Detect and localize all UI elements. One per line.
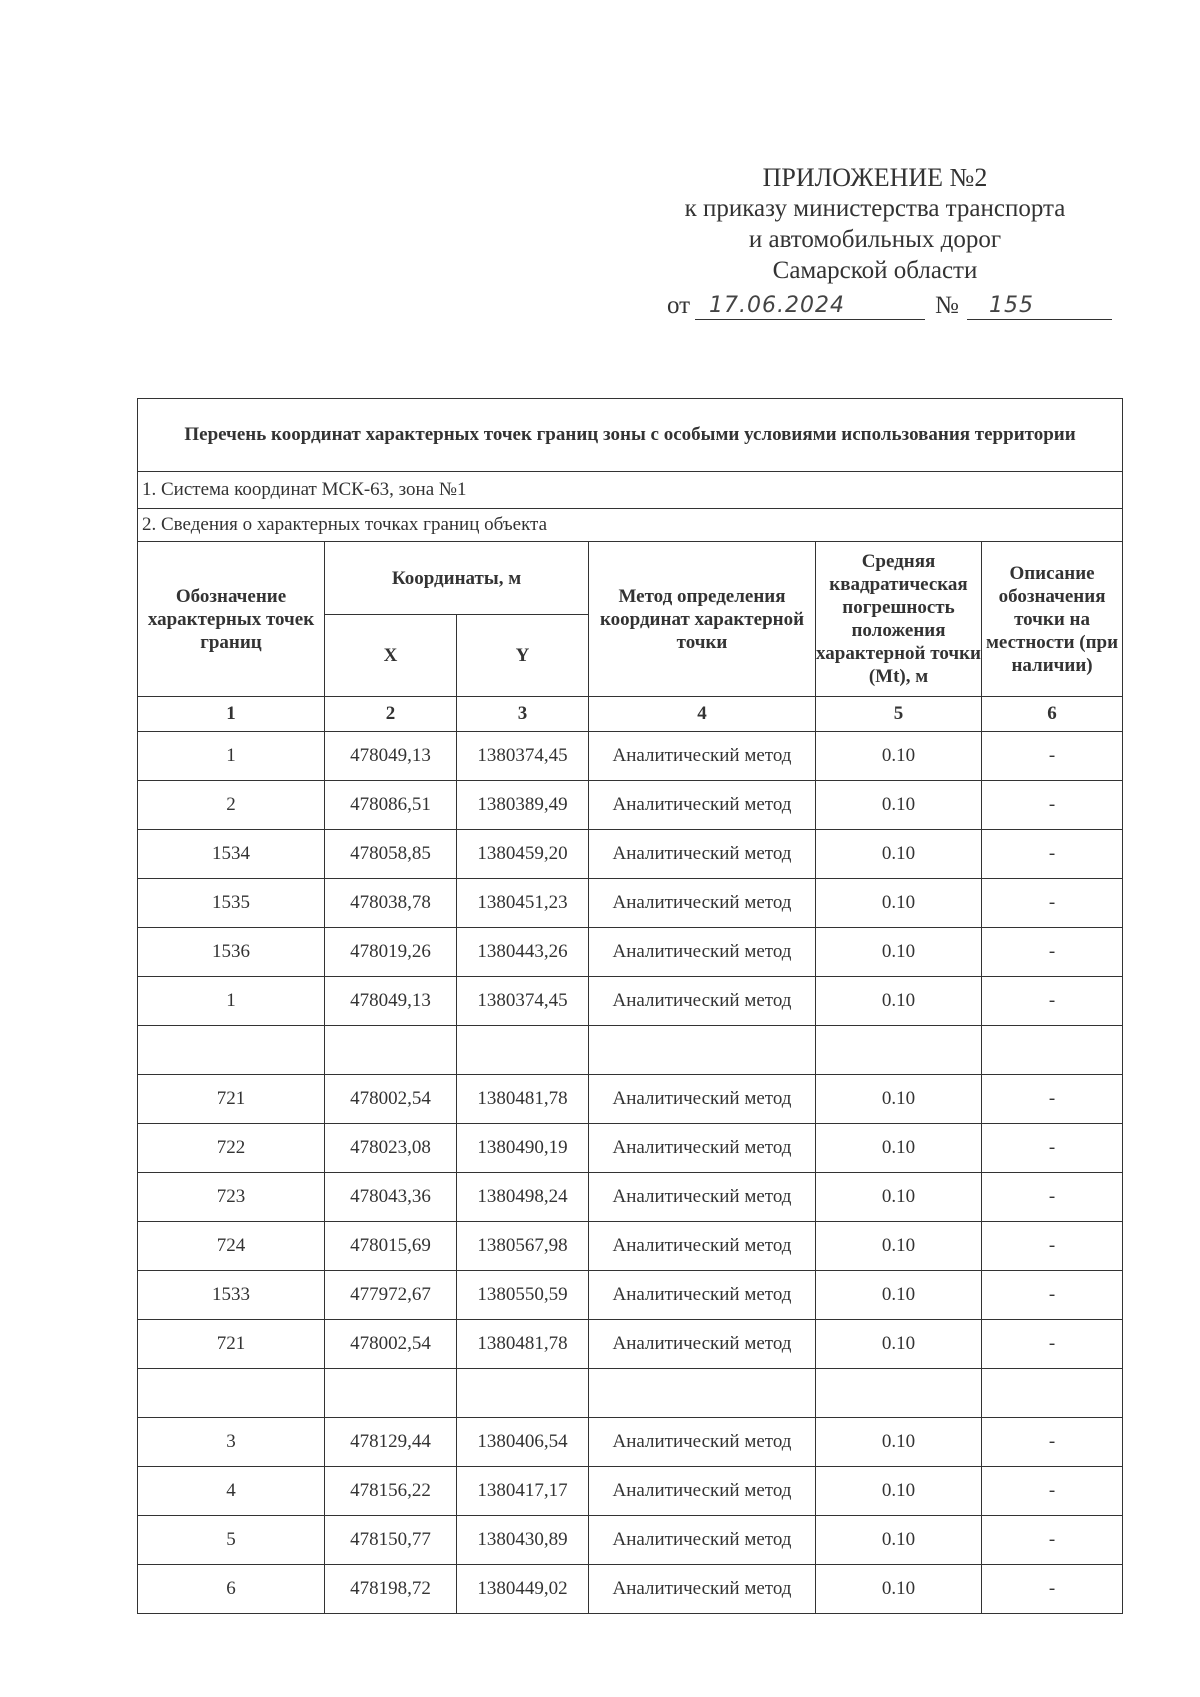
cell-desc: -: [982, 1467, 1123, 1516]
cell-y: [457, 1369, 589, 1418]
cell-desc: -: [982, 781, 1123, 830]
cell-point: 722: [138, 1124, 325, 1173]
col-number: 1: [138, 697, 325, 732]
cell-error: [816, 1369, 982, 1418]
cell-error: 0.10: [816, 1271, 982, 1320]
table-row: [138, 1173, 1123, 1222]
cell-method: Аналитический метод: [589, 1173, 816, 1222]
table-row: [138, 977, 1123, 1026]
cell-y: 1380374,45: [457, 977, 589, 1026]
cell-desc: -: [982, 732, 1123, 781]
table-separator-row: [138, 1369, 1123, 1418]
cell-point: 5: [138, 1516, 325, 1565]
cell-x: 478002,54: [325, 1320, 457, 1369]
cell-y: 1380498,24: [457, 1173, 589, 1222]
points-info: 2. Сведения о характерных точках границ объекта: [138, 509, 1123, 542]
cell-desc: -: [982, 928, 1123, 977]
cell-point: 721: [138, 1320, 325, 1369]
table-row: [138, 1516, 1123, 1565]
cell-y: 1380406,54: [457, 1418, 589, 1467]
cell-error: 0.10: [816, 781, 982, 830]
cell-point: 3: [138, 1418, 325, 1467]
document-header: [640, 162, 1110, 286]
cell-method: Аналитический метод: [589, 1124, 816, 1173]
cell-method: Аналитический метод: [589, 1565, 816, 1614]
header-y: Y: [457, 615, 589, 697]
cell-desc: [982, 1026, 1123, 1075]
cell-point: 1: [138, 977, 325, 1026]
col-number: 5: [816, 697, 982, 732]
cell-error: 0.10: [816, 977, 982, 1026]
table-row: [138, 1467, 1123, 1516]
col-number: 2: [325, 697, 457, 732]
cell-x: 478156,22: [325, 1467, 457, 1516]
cell-method: Аналитический метод: [589, 1467, 816, 1516]
cell-point: 1534: [138, 830, 325, 879]
cell-point: 724: [138, 1222, 325, 1271]
cell-desc: -: [982, 1271, 1123, 1320]
cell-y: 1380443,26: [457, 928, 589, 977]
cell-error: 0.10: [816, 1075, 982, 1124]
cell-point: [138, 1026, 325, 1075]
cell-x: [325, 1026, 457, 1075]
appendix-title: ПРИЛОЖЕНИЕ №2: [762, 163, 988, 192]
cell-method: Аналитический метод: [589, 928, 816, 977]
table-row: [138, 732, 1123, 781]
cell-desc: [982, 1369, 1123, 1418]
header-line-2: и автомобильных дорог: [748, 226, 1002, 253]
cell-point: 6: [138, 1565, 325, 1614]
date-value: 17.06.2024: [709, 293, 845, 318]
table-row: [138, 1124, 1123, 1173]
cell-method: Аналитический метод: [589, 732, 816, 781]
cell-method: Аналитический метод: [589, 1075, 816, 1124]
cell-point: 1536: [138, 928, 325, 977]
cell-error: [816, 1026, 982, 1075]
table-row: [138, 928, 1123, 977]
cell-x: [325, 1369, 457, 1418]
table-row: [138, 1222, 1123, 1271]
cell-desc: -: [982, 1173, 1123, 1222]
cell-desc: -: [982, 1075, 1123, 1124]
cell-x: 478058,85: [325, 830, 457, 879]
cell-error: 0.10: [816, 830, 982, 879]
cell-method: Аналитический метод: [589, 1516, 816, 1565]
cell-error: 0.10: [816, 1320, 982, 1369]
cell-desc: -: [982, 1320, 1123, 1369]
cell-y: 1380567,98: [457, 1222, 589, 1271]
cell-y: 1380449,02: [457, 1565, 589, 1614]
table-row: [138, 1271, 1123, 1320]
cell-y: [457, 1026, 589, 1075]
number-prefix: №: [935, 292, 959, 319]
cell-x: 478043,36: [325, 1173, 457, 1222]
cell-method: Аналитический метод: [589, 781, 816, 830]
cell-point: 1: [138, 732, 325, 781]
cell-x: 478198,72: [325, 1565, 457, 1614]
cell-y: 1380481,78: [457, 1075, 589, 1124]
cell-error: 0.10: [816, 1467, 982, 1516]
cell-error: 0.10: [816, 1124, 982, 1173]
date-prefix: от: [667, 292, 691, 319]
cell-x: 478150,77: [325, 1516, 457, 1565]
cell-point: 721: [138, 1075, 325, 1124]
cell-y: 1380490,19: [457, 1124, 589, 1173]
table-row: [138, 1418, 1123, 1467]
cell-point: 2: [138, 781, 325, 830]
cell-error: 0.10: [816, 1222, 982, 1271]
cell-x: 478049,13: [325, 732, 457, 781]
cell-x: 478129,44: [325, 1418, 457, 1467]
column-numbers-row: [138, 697, 1123, 732]
cell-x: 478038,78: [325, 879, 457, 928]
cell-point: 723: [138, 1173, 325, 1222]
cell-desc: -: [982, 1124, 1123, 1173]
cell-method: [589, 1369, 816, 1418]
table-title: Перечень координат характерных точек границ зоны с особыми условиями использования территории: [138, 399, 1123, 472]
cell-y: 1380374,45: [457, 732, 589, 781]
cell-x: 478086,51: [325, 781, 457, 830]
date-number-line: [667, 290, 1117, 324]
number-value: 155: [989, 293, 1034, 318]
cell-point: [138, 1369, 325, 1418]
coord-system: 1. Система координат МСК-63, зона №1: [138, 472, 1123, 509]
table-row: [138, 781, 1123, 830]
cell-error: 0.10: [816, 928, 982, 977]
cell-desc: -: [982, 1565, 1123, 1614]
header-point: Обозначение характерных точек границ: [138, 542, 325, 697]
cell-point: 4: [138, 1467, 325, 1516]
table-row: [138, 1075, 1123, 1124]
cell-method: Аналитический метод: [589, 1320, 816, 1369]
cell-error: 0.10: [816, 1516, 982, 1565]
cell-desc: -: [982, 1418, 1123, 1467]
cell-error: 0.10: [816, 879, 982, 928]
col-number: 4: [589, 697, 816, 732]
header-coords: Координаты, м: [325, 542, 589, 615]
cell-point: 1535: [138, 879, 325, 928]
cell-desc: -: [982, 1516, 1123, 1565]
cell-y: 1380550,59: [457, 1271, 589, 1320]
col-number: 6: [982, 697, 1123, 732]
cell-error: 0.10: [816, 732, 982, 781]
table-row: [138, 830, 1123, 879]
cell-desc: -: [982, 977, 1123, 1026]
table-row: [138, 879, 1123, 928]
header-error: Средняя квадратическая погрешность положения характерной точки (Mt), м: [816, 542, 982, 697]
cell-method: [589, 1026, 816, 1075]
cell-desc: -: [982, 1222, 1123, 1271]
header-description: Описание обозначения точки на местности (при наличии): [982, 542, 1123, 697]
col-number: 3: [457, 697, 589, 732]
cell-error: 0.10: [816, 1418, 982, 1467]
table-row: [138, 1565, 1123, 1614]
cell-method: Аналитический метод: [589, 1418, 816, 1467]
cell-x: 478049,13: [325, 977, 457, 1026]
cell-error: 0.10: [816, 1173, 982, 1222]
cell-y: 1380459,20: [457, 830, 589, 879]
cell-y: 1380451,23: [457, 879, 589, 928]
cell-y: 1380430,89: [457, 1516, 589, 1565]
cell-x: 477972,67: [325, 1271, 457, 1320]
header-x: X: [325, 615, 457, 697]
cell-method: Аналитический метод: [589, 879, 816, 928]
table-row: [138, 1320, 1123, 1369]
cell-y: 1380481,78: [457, 1320, 589, 1369]
table-separator-row: [138, 1026, 1123, 1075]
header-method: Метод определения координат характерной точки: [589, 542, 816, 697]
cell-method: Аналитический метод: [589, 1271, 816, 1320]
cell-x: 478019,26: [325, 928, 457, 977]
header-line-3: Самарской области: [772, 257, 978, 284]
cell-desc: -: [982, 830, 1123, 879]
table-body: [138, 732, 1123, 1614]
cell-y: 1380389,49: [457, 781, 589, 830]
cell-point: 1533: [138, 1271, 325, 1320]
header-line-1: к приказу министерства транспорта: [684, 195, 1066, 222]
cell-method: Аналитический метод: [589, 977, 816, 1026]
cell-error: 0.10: [816, 1565, 982, 1614]
coordinates-table: [137, 398, 1123, 1614]
cell-x: 478002,54: [325, 1075, 457, 1124]
cell-desc: -: [982, 879, 1123, 928]
cell-method: Аналитический метод: [589, 1222, 816, 1271]
cell-y: 1380417,17: [457, 1467, 589, 1516]
cell-x: 478015,69: [325, 1222, 457, 1271]
cell-method: Аналитический метод: [589, 830, 816, 879]
cell-x: 478023,08: [325, 1124, 457, 1173]
